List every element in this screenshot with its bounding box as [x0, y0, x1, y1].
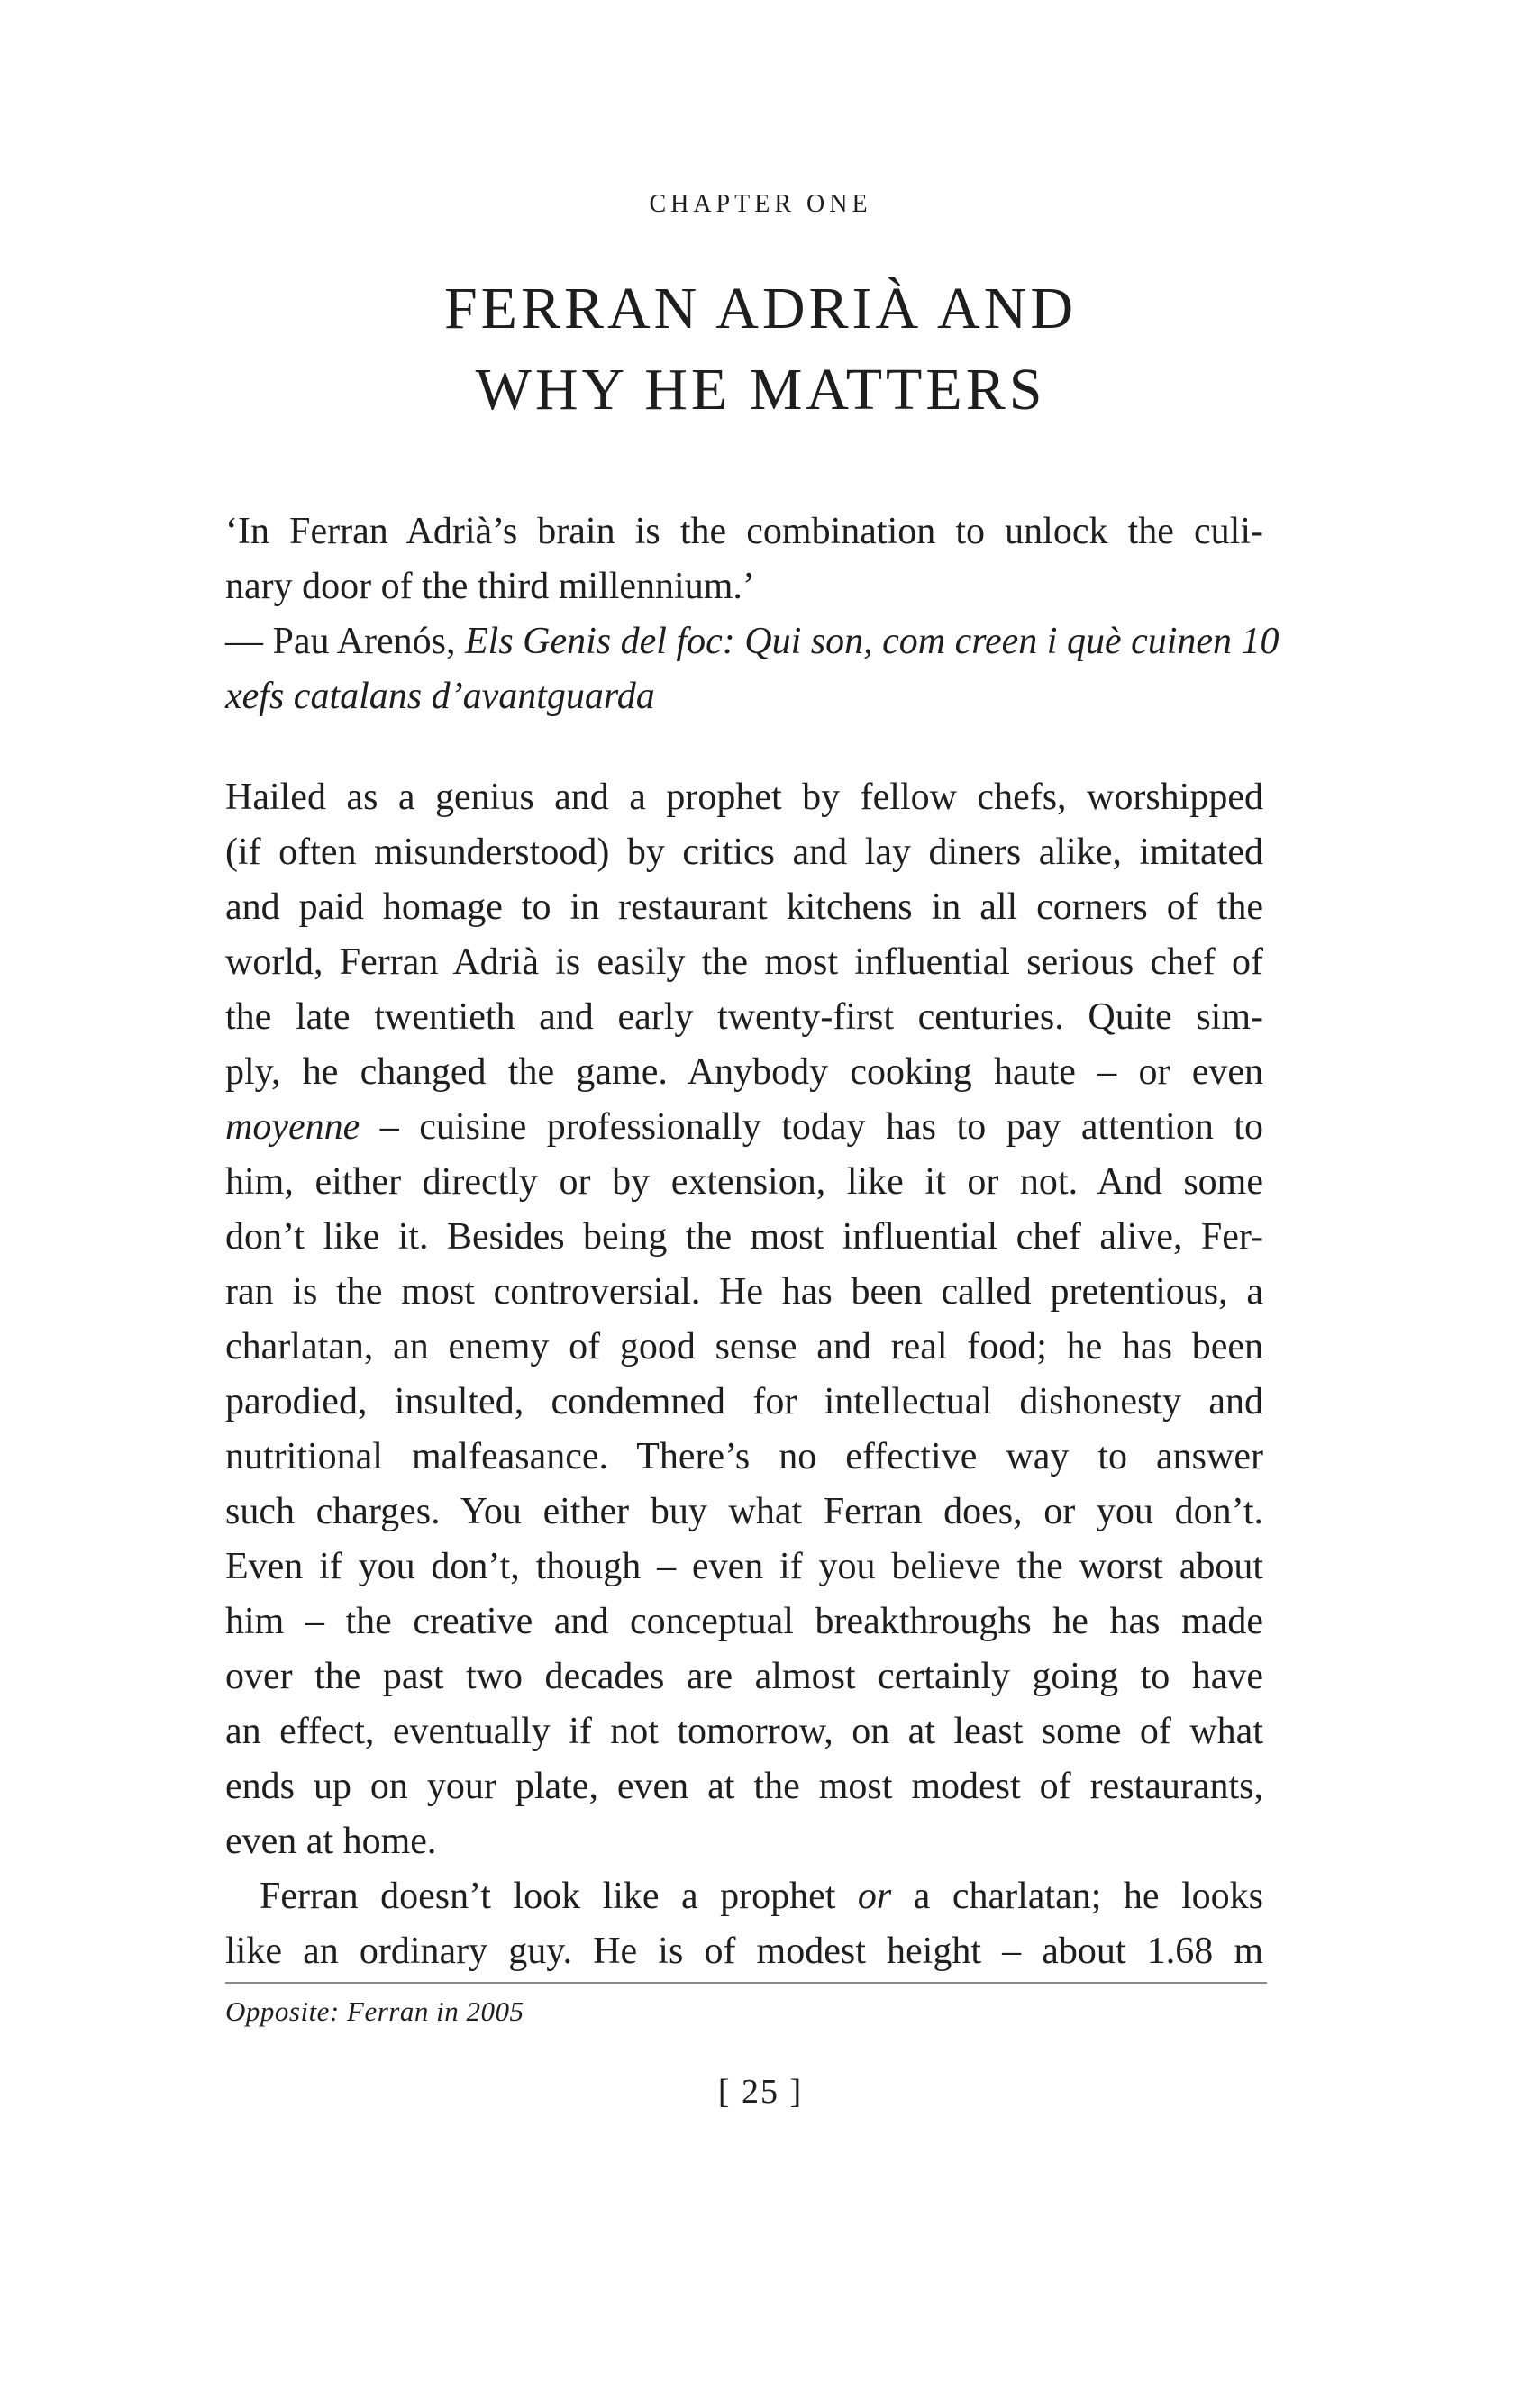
attribution-source-title-continued: xefs catalans d’avantguarda: [225, 676, 655, 717]
body-line: [225, 1869, 1263, 1924]
body-line: [225, 1100, 1263, 1155]
attribution-source-title: Els Genis del foc: Qui son, com creen i què cuinen 10: [465, 621, 1280, 662]
body-line: the late twentieth and early twenty-first centuries. Quite sim-: [225, 996, 1263, 1038]
body-line: world, Ferran Adrià is easily the most influential serious chef of: [225, 941, 1263, 983]
epigraph: [225, 504, 1280, 724]
epigraph-quote-line: nary door of the third millennium.’: [225, 566, 755, 607]
italic-word: or: [857, 1876, 892, 1917]
body-line: even at home.: [225, 1821, 437, 1862]
body-line: ply, he changed the game. Anybody cooking haute – or even: [225, 1051, 1263, 1093]
chapter-title-line-1: FERRAN ADRIÀ AND: [443, 276, 1078, 341]
body-line: (if often misunderstood) by critics and lay diners alike, imitated: [225, 831, 1263, 873]
body-line: ran is the most controversial. He has been called pretentious, a: [225, 1271, 1263, 1313]
footnote-divider: [225, 1982, 1267, 1984]
attribution-author: — Pau Arenós,: [225, 621, 465, 662]
body-line: an effect, eventually if not tomorrow, on at least some of what: [225, 1711, 1263, 1752]
body-line: him – the creative and conceptual breakthroughs he has made: [225, 1601, 1263, 1642]
body-line-end: a charlatan; he looks: [891, 1876, 1263, 1917]
body-line: like an ordinary guy. He is of modest height – about 1.68 m: [225, 1931, 1263, 1972]
body-line: such charges. You either buy what Ferran does, or you don’t.: [225, 1491, 1263, 1532]
body-line-start: Ferran doesn’t look like a prophet: [260, 1876, 858, 1917]
body-line: don’t like it. Besides being the most influential chef alive, Fer-: [225, 1216, 1263, 1258]
body-line-rest: – cuisine professionally today has to pay attention to: [360, 1106, 1263, 1148]
body-line: ends up on your plate, even at the most modest of restaurants,: [225, 1766, 1263, 1807]
body-line: Even if you don’t, though – even if you believe the worst about: [225, 1546, 1263, 1587]
epigraph-attribution: [225, 614, 1280, 669]
epigraph-attribution-continued: [225, 669, 1263, 724]
body-line: over the past two decades are almost certainly going to have: [225, 1656, 1263, 1697]
body-line: charlatan, an enemy of good sense and real food; he has been: [225, 1326, 1263, 1368]
body-line: nutritional malfeasance. There’s no effective way to answer: [225, 1436, 1263, 1477]
body-line: and paid homage to in restaurant kitchens in all corners of the: [225, 886, 1263, 928]
epigraph-quote-line: ‘In Ferran Adrià’s brain is the combination to unlock the culi-: [225, 511, 1263, 552]
photo-caption: Opposite: Ferran in 2005: [225, 1995, 524, 2027]
body-line: parodied, insulted, condemned for intellectual dishonesty and: [225, 1381, 1263, 1422]
chapter-title-line-2: WHY HE MATTERS: [475, 357, 1046, 423]
page-number: [ 25 ]: [717, 2073, 804, 2111]
body-text: [225, 770, 1263, 1979]
chapter-title: [0, 268, 1521, 431]
body-line: Hailed as a genius and a prophet by fellow chefs, worshipped: [225, 777, 1263, 818]
italic-word: moyenne: [225, 1106, 360, 1148]
body-line: him, either directly or by extension, like it or not. And some: [225, 1161, 1263, 1203]
chapter-label: CHAPTER ONE: [649, 190, 872, 218]
